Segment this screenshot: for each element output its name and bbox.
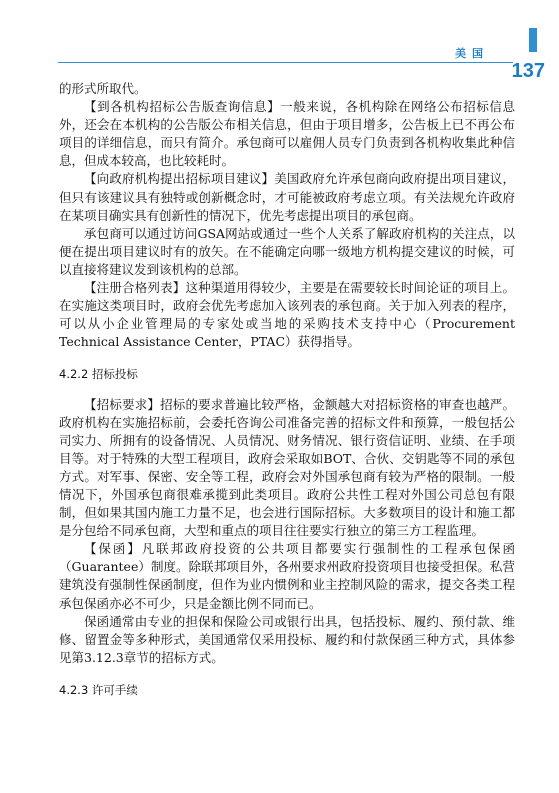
page-body [59,80,515,711]
page-header [0,0,559,80]
paragraph: 承包商可以通过访问GSA网站或通过一些个人关系了解政府机构的关注点，以便在提出项目建议时有的放矢。在不能确定向哪一级地方机构提交建议的时候，可以直接将建议发到该机构的总部。 [59,225,515,277]
header-country: 美国 [455,47,489,60]
header-rule [58,62,513,63]
header-tab-marker [529,28,537,52]
section-heading: 4.2.2 招标投标 [59,367,138,382]
paragraph: 保函通常由专业的担保和保险公司或银行出具，包括投标、履约、预付款、维修、留置金等多种形式，美国通常仅采用投标、履约和付款保函三种方式，具体参见第3.12.3章节的招标方式。 [59,613,515,665]
paragraph: 的形式所取代。 [59,81,147,96]
page-number: 137 [511,60,545,82]
paragraph: 【招标要求】招标的要求普遍比较严格，金额越大对招标资格的审查也越严。政府机构在实施招标前，会委托咨询公司准备完善的招标文件和预算，一般包括公司实力、所拥有的设备情况、人员情况、财务情况、银行资信证明、业绩、在手项目等。对于特殊的大型工程项目，政府会采取如BOT、合伙、交钥匙等不同的承包方式。对军事、保密、安全等工程，政府会对外国承包商有较为严格的限制。一般情况下，外国承包商很难承揽到此类项目。政府公共性工程对外国公司总包有限制，但如果其国内施工力量不足，也会进行国际招标。大多数项目的设计和施工都是分包给不同承包商，大型和重点的项目往往要实行独立的第三方工程监理。 [59,396,515,539]
section-heading: 4.2.3 许可手续 [59,682,138,697]
paragraph: 【向政府机构提出招标项目建议】美国政府允许承包商向政府提出项目建议，但只有该建议具有独特或创新概念时，才可能被政府考虑立项。有关法规允许政府在某项目确实具有创新性的情况下，优先考虑提出项目的承包商。 [59,171,515,223]
paragraph: 【注册合格列表】这种渠道用得较少，主要是在需要较长时间论证的项目上。在实施这类项目时，政府会优先考虑加入该列表的承包商。关于加入列表的程序，可以从小企业管理局的专家处或当地的采购技术支持中心（Procurement Technical Assistance Center，PTAC）获得指导。 [59,280,515,350]
paragraph: 【到各机构招标公告版查询信息】一般来说，各机构除在网络公布招标信息外，还会在本机构的公告版公布相关信息，但由于项目增多，公告板上已不再公布项目的详细信息，而只有简介。承包商可以雇佣人员专门负责到各机构收集此种信息，但成本较高，也比较耗时。 [59,99,515,169]
paragraph: 【保函】凡联邦政府投资的公共项目都要实行强制性的工程承包保函（Guarantee）制度。除联邦项目外，各州要求州政府投资项目也接受担保。私营建筑没有强制性保函制度，但作为业内惯例和业主控制风险的需求，提交各类工程承包保函亦必不可少，只是金额比例不同而已。 [59,541,515,611]
